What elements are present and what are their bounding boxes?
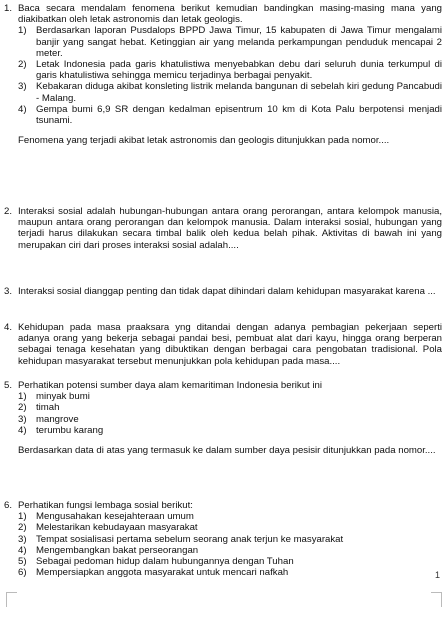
list-item bbox=[18, 81, 442, 103]
list-item bbox=[18, 402, 442, 413]
list-item bbox=[18, 104, 442, 126]
question-number: 4. bbox=[4, 322, 13, 333]
option-number: 3) bbox=[18, 413, 27, 425]
option-number: 5) bbox=[18, 556, 27, 568]
option-number: 6) bbox=[18, 567, 27, 579]
question-1 bbox=[4, 3, 442, 146]
option-text: Melestarikan kebudayaan masyarakat bbox=[36, 522, 198, 534]
question-text: Perhatikan potensi sumber daya alam kemaritiman Indonesia berikut ini bbox=[18, 380, 322, 391]
question-3 bbox=[4, 286, 442, 297]
question-number: 6. bbox=[4, 500, 13, 511]
option-number: 4) bbox=[18, 103, 27, 115]
option-number: 4) bbox=[18, 424, 27, 436]
option-list bbox=[18, 511, 442, 578]
question-4 bbox=[4, 322, 442, 367]
option-number: 1) bbox=[18, 391, 27, 403]
question-6 bbox=[4, 500, 442, 578]
list-item bbox=[18, 391, 442, 402]
option-text: Mengembangkan bakat perseorangan bbox=[36, 544, 199, 556]
page-corner-mark-left bbox=[6, 592, 17, 607]
option-list bbox=[18, 391, 442, 436]
option-text: Mempersiapkan anggota masyarakat untuk mencari nafkah bbox=[36, 567, 289, 579]
question-2 bbox=[4, 206, 442, 251]
list-item bbox=[18, 511, 442, 522]
question-text: Interaksi sosial adalah hubungan-hubungan antara orang perorangan, antara kelompok manusia, maupun antara orang perorangan dan kelompok manusia. Dalam interaksi sosial, hubungan yang terjadi harus dilakukan secara timbal balik oleh kedua belah pihak. Aktivitas di bawah ini yang merupakan ciri dari proses interaksi sosial adalah.... bbox=[18, 206, 442, 251]
option-text: Letak Indonesia pada garis khatulistiwa menyebabkan debu dari seluruh dunia terkumpul di garis khatulistiwa sehingga memicu terjadinya berbagai penyakit. bbox=[36, 59, 442, 82]
question-number: 3. bbox=[4, 286, 13, 297]
question-text: Baca secara mendalam fenomena berikut kemudian bandingkan masing-masing mana yang diakibatkan oleh letak astronomis dan letak geologis. bbox=[18, 3, 442, 26]
list-item bbox=[18, 425, 442, 436]
question-text: Interaksi sosial dianggap penting dan tidak dapat dihindari dalam kehidupan masyarakat karena ... bbox=[18, 286, 436, 297]
question-text: Kehidupan pada masa praaksara yng ditandai dengan adanya pembagian pekerjaan seperti adanya orang yang bekerja sebagai pandai besi, pembuat alat dari kayu, hingga orang berperan sebagai tenaga kesehatan yang dibuktikan dengan berbagai cara pengobatan tradisional. Pola kehidupan masyarakat tersebut menunjukkan pola kehidupan pada masa.... bbox=[18, 322, 442, 367]
option-number: 4) bbox=[18, 544, 27, 556]
option-number: 3) bbox=[18, 533, 27, 545]
option-text: Kebakaran diduga akibat konsleting listrik melanda bangunan di sebelah kiri gedung Pancabudi - Malang. bbox=[36, 81, 442, 104]
option-number: 2) bbox=[18, 59, 27, 71]
option-text: terumbu karang bbox=[36, 424, 104, 436]
question-number: 5. bbox=[4, 380, 13, 391]
option-list bbox=[18, 25, 442, 126]
question-5 bbox=[4, 380, 442, 456]
list-item bbox=[18, 556, 442, 567]
option-text: Gempa bumi 6,9 SR dengan kedalman episentrum 10 km di Kota Palu berpotensi menjadi tsunami. bbox=[36, 103, 442, 127]
option-number: 1) bbox=[18, 511, 27, 523]
option-text: minyak bumi bbox=[36, 391, 90, 403]
option-text: Tempat sosialisasi pertama sebelum seorang anak terjun ke masyarakat bbox=[36, 533, 344, 545]
option-text: Sebagai pedoman hidup dalam hubungannya dengan Tuhan bbox=[36, 556, 294, 568]
option-text: Berdasarkan laporan Pusdalops BPPD Jawa Timur, 15 kabupaten di Jawa Timur mengalami banjir yang sangat hebat. Ketinggian air yang melanda perkampungan penduduk mencapai 2 meter. bbox=[36, 25, 442, 59]
option-text: timah bbox=[36, 402, 60, 414]
list-item bbox=[18, 414, 442, 425]
option-text: mangrove bbox=[36, 413, 79, 425]
page-corner-mark-right bbox=[431, 592, 442, 607]
option-text: Mengusahakan kesejahteraan umum bbox=[36, 511, 194, 523]
question-prompt: Fenomena yang terjadi akibat letak astronomis dan geologis ditunjukkan pada nomor.... bbox=[18, 135, 390, 147]
list-item bbox=[18, 534, 442, 545]
list-item bbox=[18, 522, 442, 533]
option-number: 3) bbox=[18, 81, 27, 93]
option-number: 1) bbox=[18, 25, 27, 37]
question-number: 2. bbox=[4, 206, 13, 217]
question-text: Perhatikan fungsi lembaga sosial berikut: bbox=[18, 500, 193, 511]
list-item bbox=[18, 25, 442, 59]
list-item bbox=[18, 59, 442, 81]
option-number: 2) bbox=[18, 402, 27, 414]
question-prompt: Berdasarkan data di atas yang termasuk ke dalam sumber daya pesisir ditunjukkan pada nomor.... bbox=[18, 445, 436, 457]
list-item bbox=[18, 567, 442, 578]
option-number: 2) bbox=[18, 522, 27, 534]
question-number: 1. bbox=[4, 3, 13, 14]
list-item bbox=[18, 545, 442, 556]
page-number: 1 bbox=[434, 569, 440, 580]
